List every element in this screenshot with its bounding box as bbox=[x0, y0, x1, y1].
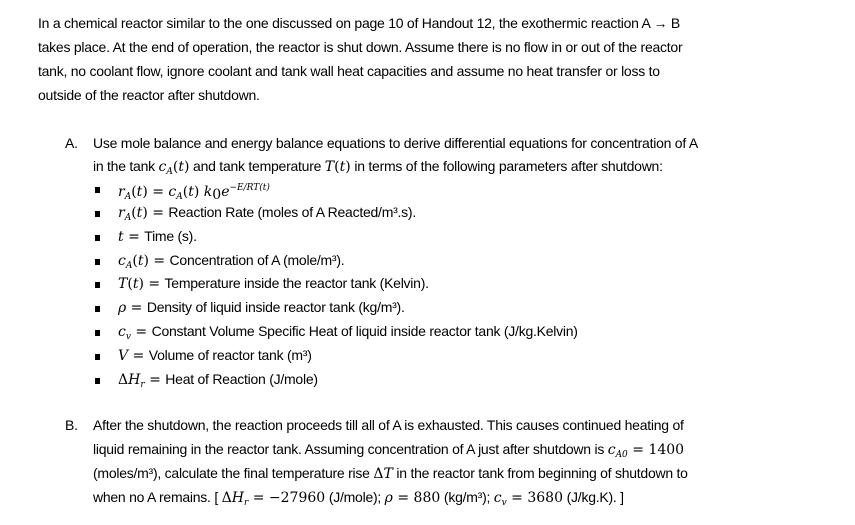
list-item: $r_A(t) = c_A(t)$ $k_0e^{-E/RT(t)}$ bbox=[118, 183, 270, 203]
list-item: ρ = Density of liquid inside reactor tank (kg/m³). bbox=[118, 299, 405, 316]
intro-line: tank, no coolant flow, ignore coolant and tank wall heat capacities and assume no heat transfer or loss to bbox=[38, 63, 660, 79]
part-b-label: B. bbox=[65, 417, 78, 433]
part-a-line: Use mole balance and energy balance equations to derive differential equations for concentration of A bbox=[93, 135, 698, 151]
part-b-line: (moles/m³), calculate the final temperature rise ΔT in the reactor tank from beginning of shutdown to bbox=[93, 465, 688, 482]
list-item: $\Delta H_r$ = Heat of Reaction (J/mole) bbox=[118, 371, 318, 390]
list-item: $c_v$ = Constant Volume Specific Heat of liquid inside reactor tank (J/kg.Kelvin) bbox=[118, 323, 578, 342]
part-a-label: A. bbox=[65, 135, 78, 151]
bullet-icon bbox=[95, 235, 100, 241]
part-b-line: After the shutdown, the reaction proceeds till all of A is exhausted. This causes continued heating of bbox=[93, 417, 684, 433]
list-item: T(t) = Temperature inside the reactor tank (Kelvin). bbox=[118, 275, 429, 292]
bullet-icon bbox=[95, 306, 100, 312]
list-item: $c_A(t)$ = Concentration of A (mole/m³). bbox=[118, 252, 345, 271]
intro-line: outside of the reactor after shutdown. bbox=[38, 87, 260, 103]
bullet-icon bbox=[95, 282, 100, 288]
bullet-icon bbox=[95, 354, 100, 360]
part-b-line: when no A remains. [ $\Delta H_r = -27960$ (J/mole); ρ = 880 (kg/m³); $c_v = 3680$ (J/kg.K). ] bbox=[93, 489, 624, 508]
bullet-icon bbox=[95, 378, 100, 384]
bullet-icon bbox=[95, 211, 100, 217]
bullet-icon bbox=[95, 330, 100, 336]
bullet-icon bbox=[95, 259, 100, 265]
bullet-icon bbox=[95, 187, 100, 193]
list-item: t = Time (s). bbox=[118, 228, 197, 245]
part-a-line: in the tank $c_A(t)$ and tank temperature T(t) in terms of the following parameters after shutdown: bbox=[93, 158, 663, 177]
intro-line: In a chemical reactor similar to the one discussed on page 10 of Handout 12, the exothermic reaction A → B bbox=[38, 15, 680, 31]
list-item: $r_A(t)$ = Reaction Rate (moles of A Reacted/m³.s). bbox=[118, 204, 416, 223]
part-b-line: liquid remaining in the reactor tank. Assuming concentration of A just after shutdown is $c_{A0} = 1400$ bbox=[93, 441, 685, 460]
list-item: V = Volume of reactor tank (m³) bbox=[118, 347, 312, 364]
intro-line: takes place. At the end of operation, the reactor is shut down. Assume there is no flow in or out of the reactor bbox=[38, 39, 683, 55]
